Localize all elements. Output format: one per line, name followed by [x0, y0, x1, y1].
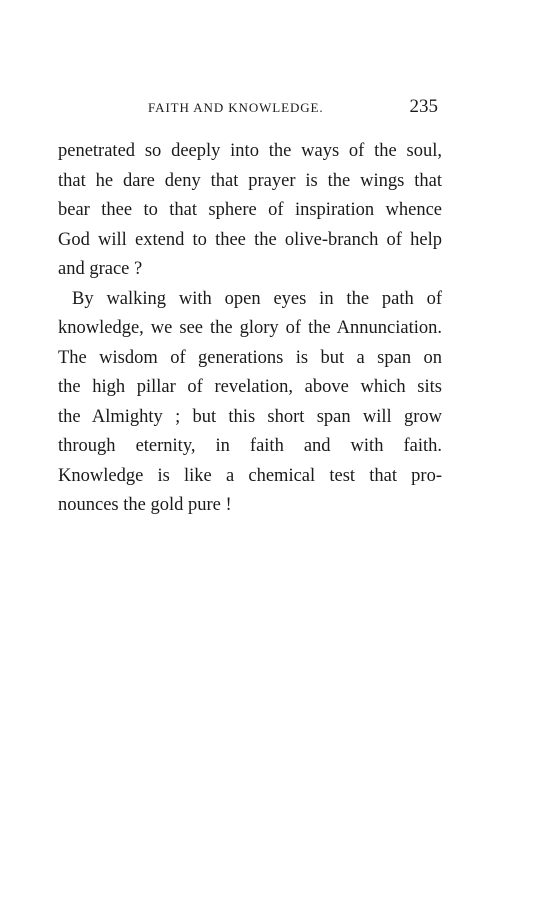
text-line: bear thee to that sphere of inspiration whence [58, 200, 442, 220]
text-line: By walking with open eyes in the path of [72, 288, 442, 309]
running-head [58, 96, 442, 120]
text-line: Knowledge is like a chemical test that pro- [58, 465, 442, 486]
running-title: FAITH AND KNOWLEDGE. [148, 100, 324, 115]
text-line: the high pillar of revelation, above which sits [58, 377, 442, 397]
text-line: the Almighty ; but this short span will grow [58, 406, 442, 427]
page-number: 235 [409, 96, 438, 117]
text-line: and grace ? [58, 259, 143, 279]
text-line: God will extend to thee the olive-branch of help [58, 229, 442, 250]
body-text [58, 137, 442, 521]
text-line: penetrated so deeply into the ways of the soul, [58, 141, 442, 161]
text-line: through eternity, in faith and with faith. [58, 436, 442, 456]
text-line: nounces the gold pure ! [58, 495, 232, 515]
text-line: that he dare deny that prayer is the wings that [58, 170, 442, 191]
text-line: knowledge, we see the glory of the Annunciation. [58, 318, 442, 338]
text-line: The wisdom of generations is but a span on [58, 347, 442, 368]
